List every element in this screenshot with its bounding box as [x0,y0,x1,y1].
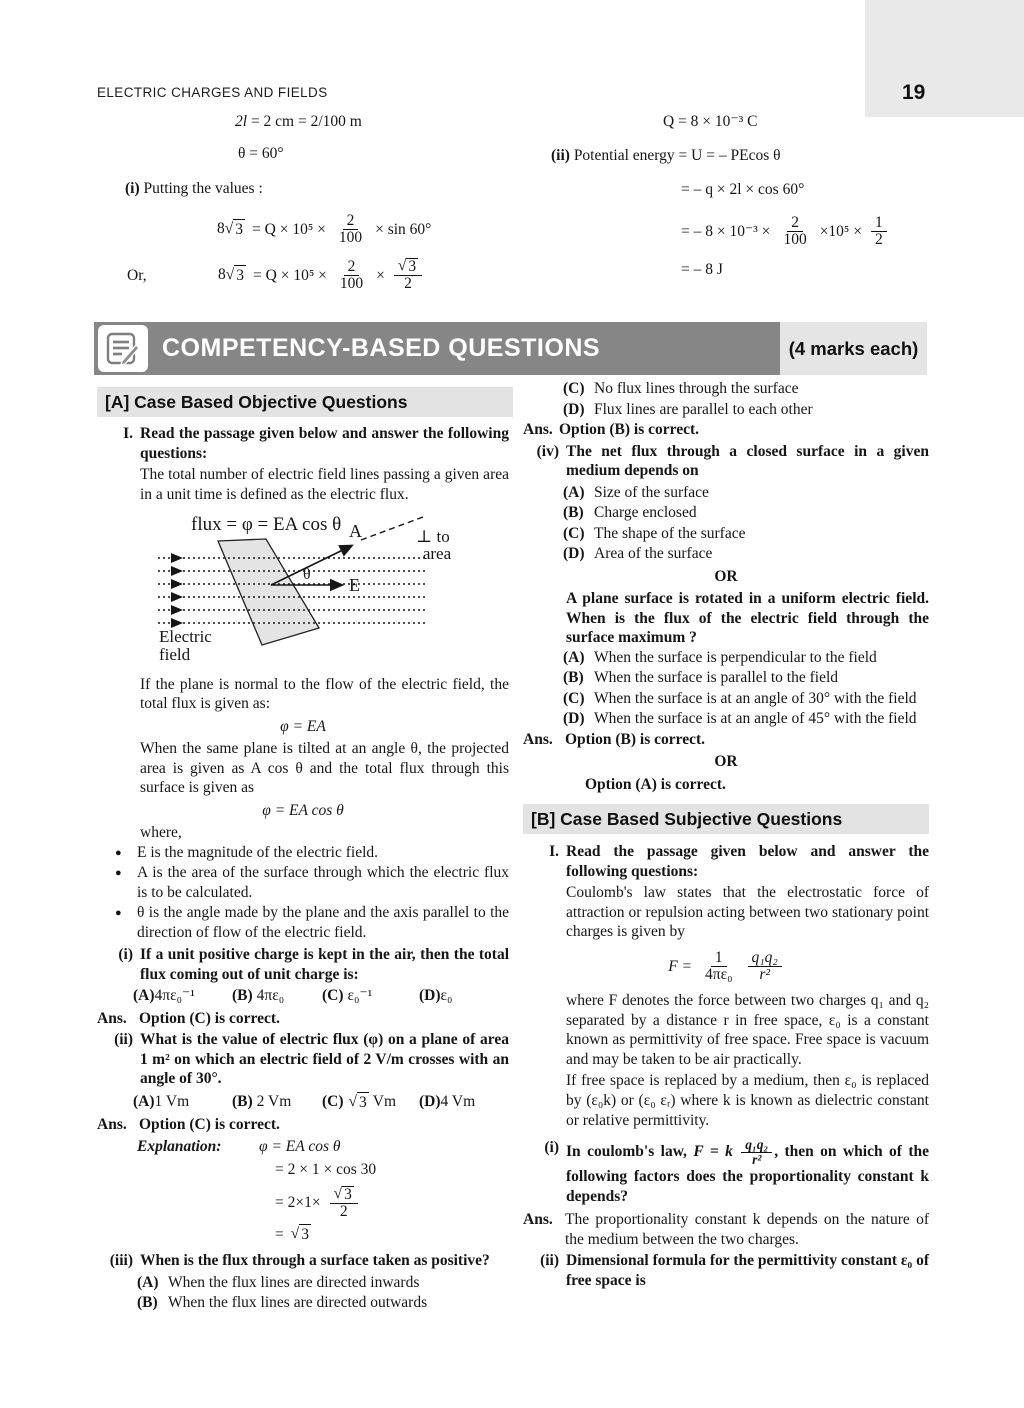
question-iii: (iii) When is the flux through a surface taken as positive? [109,1252,490,1269]
equation-line: 2l = 2 cm = 2/100 m [235,113,362,130]
sqrt: √ 3 [348,1092,367,1111]
paragraph: When the same plane is tilted at an angle θ, the projected area is given as A cos θ and the total flux through this surface is given as [140,740,509,797]
fraction: $\frac{\text{q₁q₂}}{\text{r²}}$ [748,950,782,984]
label-field: field [159,645,191,665]
passage: where F denotes the force between two charges q₁ and q₂ separated by a distance r in free space, ε₀ is a constant known as permittivity of free space. Free space is vacuum and may be taken to be air practically. [566,992,929,1068]
question-i: (i) If a unit positive charge is kept in the air, then the total flux coming out of unit charge is: [118,946,509,983]
label-E: E [349,575,360,596]
answer-line: Ans. Option (B) is correct. [523,730,706,748]
paragraph: If the plane is normal to the flow of the electric field, the total flux is given as: [140,675,509,713]
passage: If free space is replaced by a medium, then ε₀ is replaced by (ε₀k) or (ε₀ εᵣ) where k is known as dielectric constant or relative permittivity. [566,1072,929,1129]
option-d: (D) Area of the surface [563,545,713,563]
equation-line: = – 8 J [681,261,723,279]
option-b: (B) When the surface is parallel to the field [563,669,839,687]
section-b-heading: [B] Case Based Subjective Questions [523,804,929,834]
explanation-line: Explanation: φ = EA cos θ [137,1137,341,1155]
equation-centered: φ = EA [280,717,326,735]
equation-line: = – q × 2l × cos 60° [681,181,805,199]
fraction: $\frac{\text{q₁q₂}}{\text{r²}}$ [741,1138,772,1167]
equation-line: = √ 3 [275,1225,310,1244]
option-a: (A) When the flux lines are directed inwards [137,1273,420,1291]
or-separator: OR [714,567,738,585]
answer-line: Ans. Option (B) is correct. [523,421,700,439]
section-a-heading: [A] Case Based Objective Questions [97,387,513,417]
or-question: A plane surface is rotated in a uniform electric field. When is the flux of the electric field through the surface maximum ? [566,590,929,647]
left-column [97,424,509,1314]
label-area: area [422,544,452,564]
question-ii: (ii) Dimensional formula for the permittivity constant ε₀ of free space is [540,1252,929,1289]
fraction: $\frac{1}{\text{4πε₀}}$ [705,948,733,984]
equation-line: Q = 8 × 10⁻³ C [663,113,758,130]
option-c: (C) No flux lines through the surface [563,380,799,397]
bullet-item: ● E is the magnitude of the electric field. [115,843,379,861]
option-c: (C) When the surface is at an angle of 30° with the field [563,689,917,707]
right-column [523,379,929,1292]
question-I: I. Read the passage given below and answer the following questions: [123,425,509,462]
option-c: (C) The shape of the surface [563,524,746,542]
question-iv: (iv) The net flux through a closed surface in a given medium depends on [536,442,929,480]
equation-line: Or, 8 √ 3 = Q × 10⁵ × $\frac{2}{100}$ × √ 3 2 [97,258,513,293]
field-line-arrowheads [171,553,183,628]
question-ii: (ii) What is the value of electric flux (φ) on a plane of area 1 m² on which an electric field of 2 V/m crosses with an angle of 30°. [114,1031,509,1088]
page-number-box [865,0,1024,117]
page-number: 19 [902,81,926,104]
bullet-item: ● A is the area of the surface through which the electric flux is to be calculated. [115,864,509,901]
top-left-equations [97,112,513,303]
answer-line: Ans. The proportionality constant k depends on the nature of the medium between the two charges. [523,1211,929,1248]
running-head: ELECTRIC CHARGES AND FIELDS [97,85,328,100]
fraction: √ 3 2 [330,1186,358,1221]
label-A: A [349,521,362,542]
option-d: (D) Flux lines are parallel to each other [563,400,813,418]
flux-figure [123,510,509,671]
option-b: (B) Charge enclosed [563,504,697,522]
equation-line: (ii) Potential energy = U = – PEcos θ [551,146,781,164]
question-I: I. Read the passage given below and answer the following questions: [549,843,929,880]
option-d: (D) When the surface is at an angle of 45° with the field [563,710,917,728]
passage: Coulomb's law states that the electrostatic force of attraction or repulsion acting between two stationary point charges is given by [566,884,929,941]
fraction: $\frac{2}{100}$ [338,211,363,246]
banner-title: COMPETENCY-BASED QUESTIONS [162,333,601,362]
document-pencil-icon [105,331,141,367]
label-perp-to: ⊥ to [416,527,450,547]
or-separator: OR [714,753,738,771]
bullet-icon: ● [115,846,122,859]
document-pencil-icon [98,325,148,372]
bullet-icon: ● [115,907,122,920]
marks-badge: (4 marks each) [780,322,927,375]
tilted-plane [218,539,319,645]
bullet-icon: ● [115,867,122,880]
competency-banner [94,322,927,375]
equation-line: = 2 × 1 × cos 30 [275,1161,377,1179]
equation-line: 8 √ 3 = Q × 10⁵ × $\frac{2}{100}$ × sin 60° [217,211,432,246]
sqrt: √ 3 [224,220,244,239]
figure-formula: flux = φ = EA cos θ [191,514,342,536]
equation-line: = – 8 × 10⁻³ × $\frac{2}{100}$ ×10⁵ × $\frac{1}{2}$ [681,215,947,249]
normal-dashed-line [361,517,423,540]
fraction: √ 3 2 [394,258,422,293]
answer-line: Option (A) is correct. [585,775,726,793]
fraction: $\frac{2}{100}$ [339,257,364,292]
equation-line: θ = 60° [238,144,284,162]
equation-line: = 2×1× √ 3 2 [275,1186,509,1221]
option-b: (B) When the flux lines are directed outwards [137,1294,428,1312]
option-a: (A) Size of the surface [563,483,709,501]
sqrt: √ 3 [225,266,245,285]
putting-values-line: (i) Putting the values : [125,180,263,198]
options-row: (A) 1 Vm (B) 2 Vm (C) √ 3 Vm (D) 4 Vm [133,1092,476,1111]
equation-centered: φ = EA cos θ [262,801,344,819]
area-vector-arrow [271,546,351,585]
where-line: where, [140,824,182,842]
label-theta: θ [303,566,311,584]
passage: The total number of electric field lines passing a given area in a unit time is defined as the electric flux. [140,466,509,503]
answer-line: Ans. Option (C) is correct. [97,1116,280,1134]
bullet-item: ● θ is the angle made by the plane and the axis parallel to the direction of flow of the electric field. [115,904,509,941]
option-a: (A) When the surface is perpendicular to the field [563,648,877,666]
fraction: $\frac{1}{2}$ [871,215,887,249]
question-i: (i) In coulomb's law, F = k $\frac{\text{q₁q₂}}{\text{r²}}$ , then on which of the following factors does the proportionality constant k depends? [544,1137,929,1205]
options-row: (A) 4πε₀⁻¹ (B) 4πε₀ (C) ε₀⁻¹ (D) ε₀ [133,987,453,1005]
top-right-equations [523,112,947,292]
answer-line: Ans. Option (C) is correct. [97,1009,280,1027]
fraction: $\frac{2}{100}$ [783,213,807,248]
coulomb-formula: F = $\frac{1}{\text{4πε₀}}$ $\frac{\text{q₁q₂}}{\text{r²}}$ [523,950,929,984]
label-electric: Electric [159,627,212,647]
sqrt: √ 3 [290,1225,310,1244]
